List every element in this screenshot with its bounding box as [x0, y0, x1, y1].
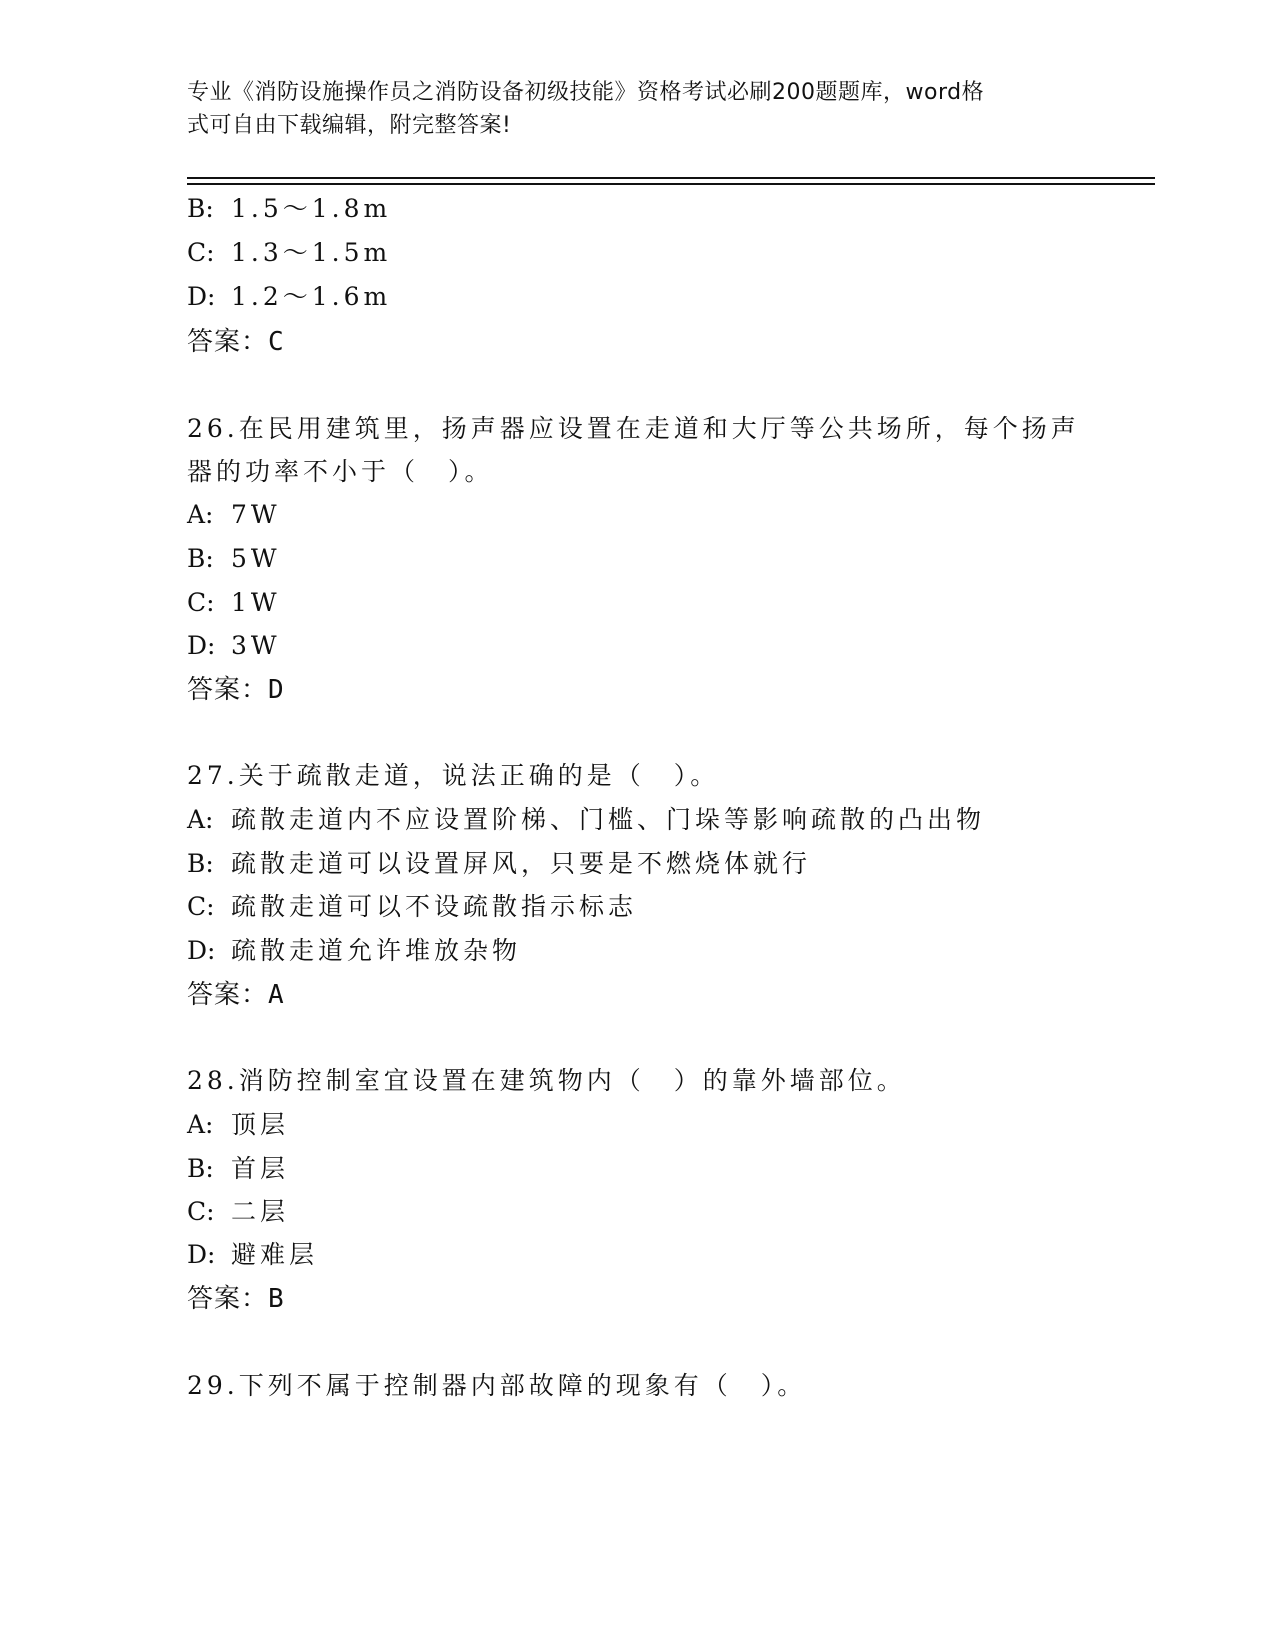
header-divider-top: [187, 177, 1155, 179]
answer-value: D: [268, 675, 285, 705]
answer-value: B: [268, 1284, 285, 1314]
q26-option-b: [187, 544, 281, 574]
option-text: 疏散走道可以设置屏风，只要是不燃烧体就行: [231, 849, 812, 878]
q27-option-a: [187, 805, 985, 835]
option-text: 避难层: [231, 1240, 319, 1269]
option-label: C:: [187, 588, 215, 617]
header-line-1: 专业《消防设施操作员之消防设备初级技能》资格考试必刷200题题库，word格: [187, 80, 985, 105]
option-text: 1.2～1.6m: [231, 282, 392, 311]
answer-label: 答案：: [187, 675, 269, 705]
option-label: D:: [187, 282, 216, 311]
q29-stem: 29.下列不属于控制器内部故障的现象有（ ）。: [187, 1371, 807, 1400]
q26-stem-line-1: 26.在民用建筑里，扬声器应设置在走道和大厅等公共场所，每个扬声: [187, 414, 1080, 443]
q25-answer: [187, 327, 285, 357]
option-label: D:: [187, 936, 216, 965]
document-header: [187, 76, 1067, 142]
option-text: 7W: [231, 500, 281, 529]
answer-value: C: [268, 327, 285, 357]
option-text: 二层: [231, 1197, 290, 1226]
option-text: 5W: [231, 544, 281, 573]
q25-option-b: [187, 194, 391, 224]
answer-label: 答案：: [187, 327, 269, 357]
option-label: A:: [187, 1110, 214, 1139]
option-text: 疏散走道允许堆放杂物: [231, 936, 522, 965]
q27-answer: [187, 980, 285, 1010]
option-text: 3W: [231, 631, 281, 660]
option-text: 疏散走道内不应设置阶梯、门槛、门垛等影响疏散的凸出物: [231, 805, 986, 834]
q25-option-c: [187, 238, 391, 268]
q26-answer: [187, 675, 285, 705]
q28-stem: 28.消防控制室宜设置在建筑物内（ ）的靠外墙部位。: [187, 1066, 906, 1095]
option-label: B:: [187, 194, 214, 223]
option-label: D:: [187, 631, 216, 660]
option-label: C:: [187, 238, 215, 267]
option-label: A:: [187, 500, 214, 529]
q27-option-b: [187, 849, 811, 879]
option-text: 1W: [231, 588, 281, 617]
option-label: B:: [187, 849, 214, 878]
q26-option-c: [187, 588, 281, 618]
answer-value: A: [268, 980, 285, 1010]
option-label: B:: [187, 1154, 214, 1183]
q27-option-d: [187, 936, 521, 966]
option-label: D:: [187, 1240, 216, 1269]
q28-option-a: [187, 1110, 289, 1140]
q27-stem: 27.关于疏散走道，说法正确的是（ ）。: [187, 761, 720, 790]
q26-stem-line-2: 器的功率不小于（ ）。: [187, 457, 494, 486]
option-text: 顶层: [231, 1110, 290, 1139]
q28-option-c: [187, 1197, 289, 1227]
header-line-2: 式可自由下载编辑，附完整答案!: [187, 113, 512, 138]
q26-option-a: [187, 500, 281, 530]
option-label: C:: [187, 1197, 215, 1226]
option-label: A:: [187, 805, 214, 834]
q28-answer: [187, 1284, 285, 1314]
q26-option-d: [187, 631, 281, 661]
option-text: 1.3～1.5m: [231, 238, 392, 267]
option-text: 1.5～1.8m: [231, 194, 392, 223]
option-text: 疏散走道可以不设疏散指示标志: [231, 892, 638, 921]
answer-label: 答案：: [187, 1284, 269, 1314]
q25-option-d: [187, 282, 391, 312]
q28-option-d: [187, 1240, 318, 1270]
answer-label: 答案：: [187, 980, 269, 1010]
q27-option-c: [187, 892, 637, 922]
header-divider-bottom: [187, 183, 1155, 185]
option-label: B:: [187, 544, 214, 573]
option-label: C:: [187, 892, 215, 921]
option-text: 首层: [231, 1154, 290, 1183]
q28-option-b: [187, 1154, 289, 1184]
